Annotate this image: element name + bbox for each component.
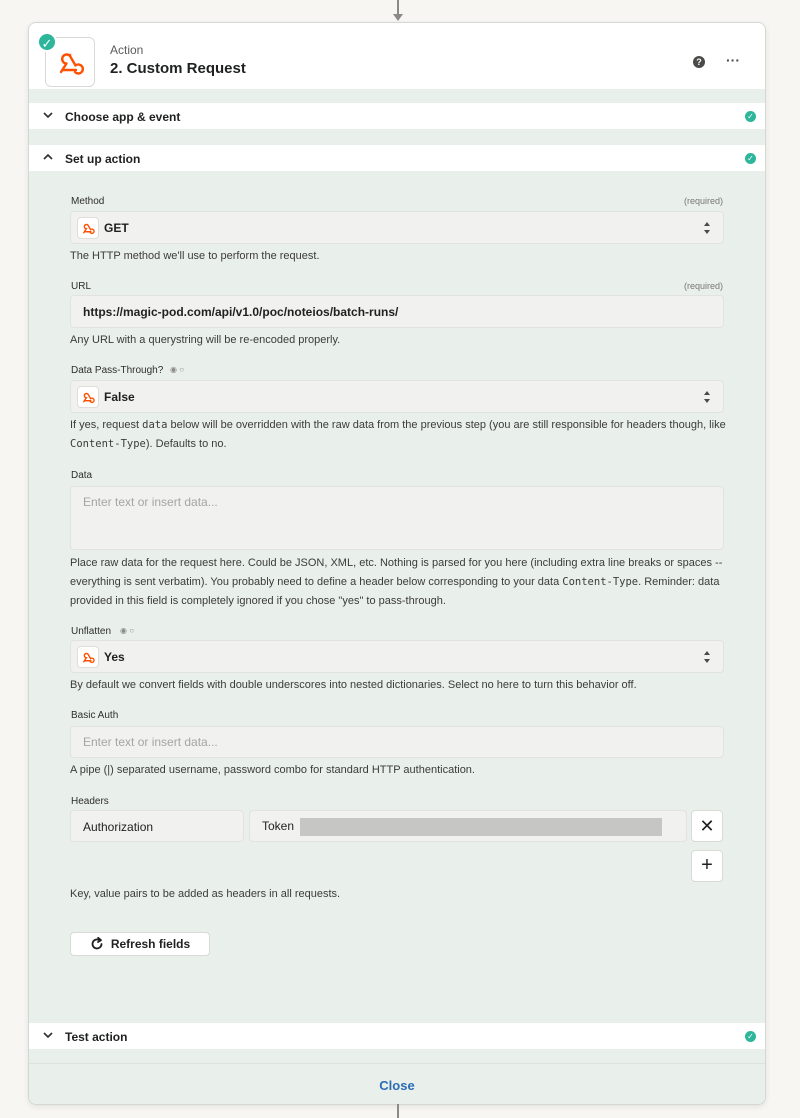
close-button[interactable]: Close (379, 1078, 415, 1093)
webhook-icon (53, 45, 87, 79)
flow-arrow-icon (393, 14, 403, 21)
url-label: URL (71, 281, 92, 292)
action-step-card (28, 22, 766, 1105)
basic-auth-label: Basic Auth (71, 710, 119, 721)
refresh-icon (90, 937, 104, 951)
required-marker: (required) (683, 196, 723, 206)
section-title: Test action (65, 1030, 128, 1044)
method-help: The HTTP method we'll use to perform the request. (70, 250, 320, 262)
header-key-value: Authorization (83, 820, 154, 834)
section-choose-app[interactable] (29, 103, 765, 129)
method-select[interactable] (70, 211, 724, 244)
sort-arrows-icon (703, 221, 711, 235)
section-setup-action[interactable] (29, 145, 765, 171)
step-type-label: Action (110, 43, 144, 57)
chevron-down-icon (43, 1030, 53, 1040)
webhook-icon (77, 646, 99, 668)
headers-help: Key, value pairs to be added as headers in all requests. (70, 888, 341, 900)
section-complete-check-icon: ✓ (745, 111, 756, 122)
plus-icon: + (701, 854, 713, 876)
headers-label: Headers (71, 796, 109, 807)
basic-auth-input[interactable] (70, 726, 724, 758)
help-icon[interactable]: ? (693, 56, 705, 68)
step-complete-check-icon: ✓ (37, 32, 57, 52)
url-help: Any URL with a querystring will be re-encoded properly. (70, 334, 341, 346)
data-textarea[interactable] (70, 486, 724, 550)
webhook-icon (77, 386, 99, 408)
section-title: Choose app & event (65, 110, 181, 124)
sort-arrows-icon (703, 390, 711, 404)
flow-connector-bottom (397, 1104, 399, 1118)
header-value-prefix: Token (262, 819, 295, 833)
add-header-button[interactable] (691, 850, 723, 882)
method-label: Method (71, 196, 105, 207)
header-value-input[interactable] (249, 810, 687, 842)
unflatten-radio-icons[interactable]: ◉ ○ (120, 626, 135, 635)
method-value: GET (104, 221, 129, 235)
card-footer (29, 1063, 765, 1105)
step-title: 2. Custom Request (110, 60, 246, 77)
unflatten-select[interactable] (70, 640, 724, 673)
data-help: Place raw data for the request here. Could be JSON, XML, etc. Nothing is parsed for you here (including extra line breaks or spaces -- everything is sent verbatim). You probably need to define a header below corresponding to your data Content-Type. Reminder: data provided in this field is completely ignored if you chose "yes" to pass-through. (70, 557, 723, 607)
pass-through-value: False (104, 390, 135, 404)
section-complete-check-icon: ✓ (745, 1031, 756, 1042)
close-icon: ✕ (699, 816, 715, 836)
url-input[interactable] (70, 295, 724, 328)
basic-auth-help: A pipe (|) separated username, password combo for standard HTTP authentication. (70, 764, 475, 776)
step-header[interactable] (29, 23, 765, 89)
header-key-input[interactable] (70, 810, 244, 842)
section-complete-check-icon: ✓ (745, 153, 756, 164)
unflatten-help: By default we convert fields with double underscores into nested dictionaries. Select no here to turn this behavior off. (70, 679, 637, 691)
sort-arrows-icon (703, 650, 711, 664)
refresh-fields-button[interactable] (70, 932, 210, 956)
refresh-fields-label: Refresh fields (110, 937, 191, 951)
chevron-down-icon (43, 110, 53, 120)
unflatten-value: Yes (104, 650, 125, 664)
section-test-action[interactable] (29, 1023, 765, 1049)
data-placeholder: Enter text or insert data... (83, 495, 218, 509)
chevron-up-icon (43, 152, 53, 162)
remove-header-button[interactable] (691, 810, 723, 842)
redacted-token (300, 818, 662, 836)
unflatten-label: Unflatten (71, 626, 112, 637)
pass-through-label: Data Pass-Through? (71, 365, 164, 376)
pass-through-radio-icons[interactable]: ◉ ○ (170, 365, 185, 374)
pass-through-help: If yes, request data below will be overridden with the raw data from the previous step (you are still responsible for headers though, like Content-Type). Defaults to no. (70, 419, 726, 450)
webhook-icon (77, 217, 99, 239)
section-title: Set up action (65, 152, 141, 166)
required-marker: (required) (683, 281, 723, 291)
more-options-icon[interactable]: ··· (726, 52, 740, 68)
basic-auth-placeholder: Enter text or insert data... (83, 735, 218, 749)
url-value: https://magic-pod.com/api/v1.0/poc/noteios/batch-runs/ (83, 305, 399, 319)
pass-through-select[interactable] (70, 380, 724, 413)
data-label: Data (71, 470, 93, 481)
